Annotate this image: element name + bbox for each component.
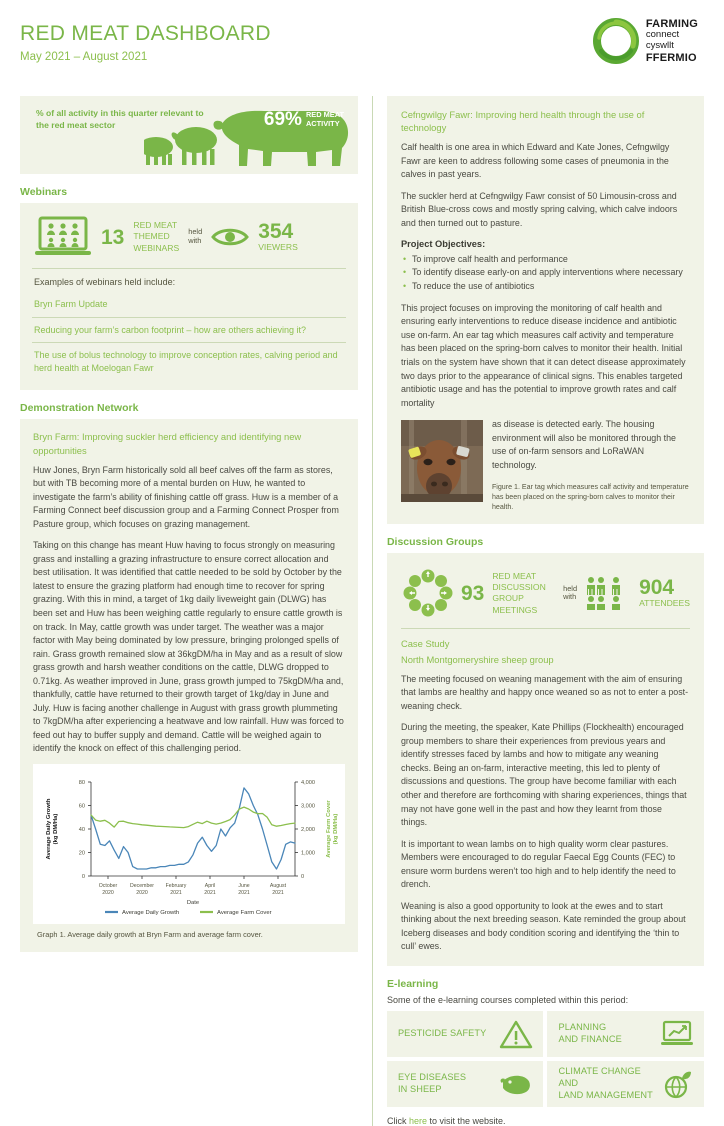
sheep-head-icon: [499, 1069, 533, 1099]
webinars-count: 13: [101, 225, 125, 249]
svg-text:2021: 2021: [170, 889, 182, 896]
demonstration-network-panel: [20, 419, 358, 951]
webinars-viewers-label: VIEWERS: [258, 241, 298, 252]
elearning-footer: [387, 1116, 704, 1126]
elearning-tile-planning-and-finance[interactable]: [547, 1011, 704, 1057]
logo-line-ffermio: FFERMIO: [645, 51, 697, 64]
case-study-title: North Montgomeryshire sheep group: [400, 653, 554, 665]
project-objectives-list: [401, 253, 690, 294]
svg-text:2021: 2021: [238, 889, 250, 896]
svg-text:40: 40: [78, 826, 85, 833]
meetings-held-with: [563, 585, 577, 603]
activity-percent-label-line1: RED MEAT: [305, 109, 344, 119]
elearning-tile-label-line2: IN SHEEP: [397, 1083, 442, 1094]
globe-leaf-icon: [660, 1069, 694, 1099]
case-study-paragraph: During the meeting, the speaker, Kate Phillips (Flockhealth) encouraged group members to share their experiences from previous years and identify stresses faced by lambs and how to mitigate any weaning checks. Being an on-farm, interactive meeting, this led to plenty of discussions and questions. The group have become familiar with each other and therefore are forthcoming with sharing experiences, things that may not have gone well in the past and how they learnt from those things.: [400, 722, 687, 828]
meetings-held-line1: held: [563, 583, 578, 593]
webinars-held-line2: with: [188, 236, 202, 245]
svg-text:2020: 2020: [102, 889, 114, 896]
svg-text:60: 60: [78, 803, 85, 810]
webinar-list-item[interactable]: The use of bolus technology to improve conception rates, calving period and herd health at Moelogan Fawr: [34, 350, 338, 373]
meetings-label-line1: RED MEAT: [492, 570, 537, 581]
logo-line-farming: FARMING: [645, 18, 698, 31]
calf-photo-wrapper: [401, 420, 483, 502]
meetings-label: [492, 571, 555, 616]
svg-text:2,000: 2,000: [301, 826, 315, 833]
farming-connect-logo: [593, 18, 704, 64]
cefngwilgy-body-wrap: as disease is detected early. The housing environment will also be monitored through the use of on-farm sensors and LoRaWAN technology.: [491, 419, 676, 470]
webinars-stat-row: [32, 213, 346, 268]
webinar-list-item[interactable]: Reducing your farm’s carbon footprint – how are others achieving it?: [34, 324, 306, 335]
chart-canvas: [37, 770, 349, 922]
figure-block: [401, 418, 690, 512]
discussion-groups-divider: [401, 628, 690, 629]
meetings-label-line2: DISCUSSION: [492, 582, 546, 593]
svg-text:October: October: [98, 882, 118, 889]
elearning-tile-label-line1: PLANNING: [558, 1022, 607, 1033]
calf-photo: [401, 420, 483, 502]
case-study-label: Case Study: [400, 638, 450, 650]
webinars-label-line1: RED MEAT: [133, 219, 178, 230]
cefngwilgy-body: This project focuses on improving the monitoring of calf health and ensuring early interventions to reduce disease incidence and antibiotic use on-farm. An ear tag which measures calf activity and temperature has been placed on the spring-born calves to monitor their health. Initial trials on the system have shown that it can detect disease approximately two days prior to the appearance of clinical signs. This enables targeted antibiotic usage and has the potential to improve growth rates and calf mortality: [400, 302, 686, 408]
date-range: May 2021 – August 2021: [20, 51, 148, 63]
meetings-count: 93: [460, 581, 485, 605]
attendees-count: 904: [639, 576, 675, 600]
figure-caption: Figure 1. Ear tag which measures calf activity and temperature has been placed on the spring-born calves to monitor their health.: [491, 483, 689, 512]
elearning-tile-label-line1: CLIMATE CHANGE AND: [558, 1066, 641, 1088]
svg-text:20: 20: [78, 850, 85, 857]
eye-viewers-icon: [211, 225, 249, 249]
bryn-farm-case-title: Bryn Farm: Improving suckler herd efficiency and identifying new opportunities: [33, 431, 302, 456]
meetings-held-line2: with: [563, 592, 577, 602]
meetings-label-line3: GROUP MEETINGS: [492, 593, 538, 615]
webinars-count-label: [133, 220, 179, 254]
laptop-chart-icon: [660, 1019, 694, 1049]
webinar-list-item[interactable]: Bryn Farm Update: [34, 299, 108, 309]
graph-caption: Graph 1. Average daily growth at Bryn Farm and average farm cover.: [37, 929, 263, 939]
elearning-tile-label-line2: AND FINANCE: [558, 1033, 622, 1044]
elearning-tile-pesticide-safety[interactable]: [387, 1011, 544, 1057]
recycle-flower-icon: [403, 569, 453, 617]
elearning-footer-pre: Click: [386, 1115, 409, 1126]
webinars-held-line1: held: [188, 227, 203, 237]
bryn-farm-paragraph: Huw Jones, Bryn Farm historically sold all beef calves off the farm as stores, but with TB becoming more of a mental burden on Huw, he wanted to investigate the farm’s ability of finishing cattle off grass. Huw is a member of a Farming Connect beef discussion group and a Farming Connect Prosper from Pasture group, which focuses on grazing management.: [33, 464, 339, 529]
title-block: [20, 18, 271, 63]
elearning-tile-label: PESTICIDE SAFETY: [397, 1027, 487, 1038]
discussion-groups-title: Discussion Groups: [386, 536, 484, 549]
svg-text:2021: 2021: [272, 889, 284, 896]
svg-text:Average Daily Growth(kg DM/Ha): Average Daily Growth(kg DM/Ha): [46, 798, 59, 860]
right-column: [387, 96, 704, 1126]
activity-banner-text: % of all activity in this quarter relevant to the red meat sector: [36, 108, 204, 131]
activity-percent-value: 69%: [263, 109, 302, 130]
bryn-farm-paragraph: Taking on this change has meant Huw having to focus strongly on measuring grass and installing a grazing infrastructure to ensure correct allocation and best utilisation. It was identified that cattle needed to be sold by October by the latest to ensure the grazing platform had enough time to recover for spring grazing. With this in mind, a target of 1kg daily liveweight gain (DLWG) has been set and Huw has been weighing cattle regularly to ensure cattle growth is on track. In May, cattle growth was under target. The weather was a major factor with May being dominated by low pressure, bringing prolonged spells of rain. Grass growth remained slow at 36kgDM/ha in May and as a result of slow grass growth and harsh weather conditions on the cattle, DLWG dropped to 0.71kg. As weather improved in June, grass growth jumped to 75kgDM/ha and, thankfully, cattle have returned to their growth target of 1kg/day in June and July. Huw is facing another challenge in August with grass growth plummeting to 7kgDM/ha after experiencing a heatwave and low rainfall. Huw was forced to feed out hay to buffer supply and demand. Cattle will be weighed again to identify the knock on effect of this challenging period.: [33, 540, 344, 754]
webinars-panel: [20, 203, 358, 390]
activity-percent-label: [306, 111, 344, 128]
logo-line-cyswllt: cyswllt: [645, 40, 674, 51]
attendees-label: ATTENDEES: [639, 598, 690, 609]
laptop-webinar-icon: [34, 216, 92, 258]
svg-text:3,000: 3,000: [301, 803, 315, 810]
elearning-section-title: E-learning: [386, 977, 439, 990]
page-title: RED MEAT DASHBOARD: [20, 22, 271, 45]
elearning-tile-label: [558, 1066, 660, 1101]
cefngwilgy-case-title: Cefngwilgy Fawr: Improving herd health through the use of technology: [400, 109, 645, 134]
case-study-paragraph: It is important to wean lambs on to high quality worm clear pastures. Members were encouraged to do regular Faecal Egg Counts (FEC) to ensure worm burdens weren’t too high and to help identify the need to drench.: [400, 838, 676, 890]
page-header: [20, 18, 704, 90]
webinars-label-line3: WEBINARS: [133, 242, 180, 253]
webinars-label-line2: THEMED: [133, 231, 170, 242]
cefngwilgy-paragraph: The suckler herd at Cefngwilgy Fawr consist of 50 Limousin-cross and British Blue-cross cows and mostly spring calving, which calve indoors and then turned out to pasture.: [400, 190, 678, 228]
webinars-held-with: [188, 228, 202, 246]
svg-text:0: 0: [301, 873, 305, 880]
elearning-grid: [387, 1011, 704, 1107]
activity-percentage-block: [264, 110, 344, 129]
svg-text:4,000: 4,000: [301, 779, 315, 786]
svg-text:2020: 2020: [136, 889, 148, 896]
cefngwilgy-paragraph: Calf health is one area in which Edward and Kate Jones, Cefngwilgy Fawr are keen to address following some cases of pneumonia in the calves in past years.: [400, 142, 670, 180]
project-objectives-title: Project Objectives:: [400, 238, 486, 249]
svg-text:June: June: [238, 882, 250, 889]
attendees-block: [639, 577, 690, 609]
people-attendees-icon: [585, 576, 631, 610]
webinars-viewers-count: 354: [258, 219, 294, 243]
objective-item: • To improve calf health and performance: [401, 253, 690, 267]
cefngwilgy-panel: [387, 96, 704, 524]
case-study-paragraph: The meeting focused on weaning management with the aim of ensuring that lambs are healthy and happy once weaned so as not to enter a post-weaning check.: [400, 673, 689, 711]
logo-swirl-icon: [593, 18, 639, 64]
svg-text:0: 0: [81, 873, 85, 880]
objective-item: • To reduce the use of antibiotics: [401, 280, 690, 294]
demonstration-network-title: Demonstration Network: [20, 402, 139, 415]
svg-text:Date: Date: [186, 899, 200, 906]
column-divider: [372, 96, 373, 1126]
elearning-tile-label-line2: LAND MANAGEMENT: [558, 1089, 653, 1100]
activity-percent-label-line2: ACTIVITY: [305, 118, 340, 128]
case-study-paragraph: Weaning is also a good opportunity to look at the ewes and to start thinking about the next breeding season. Kate reminded the group about Iceberg diseases and body condition scoring and identifying the ‘thin to cull’ ewes.: [400, 900, 686, 952]
logo-line-connect: connect: [645, 29, 680, 41]
logo-wordmark: [646, 18, 698, 64]
elearning-tile-climate-change[interactable]: [547, 1061, 704, 1107]
svg-text:April: April: [204, 882, 216, 889]
elearning-tile-eye-diseases-in-sheep[interactable]: [387, 1061, 544, 1107]
discussion-groups-panel: [387, 553, 704, 965]
svg-text:2021: 2021: [204, 889, 216, 896]
elearning-footer-post: to visit the website.: [426, 1115, 506, 1126]
svg-text:80: 80: [78, 779, 85, 786]
webinars-viewers-block: [258, 221, 298, 253]
svg-text:August: August: [269, 882, 287, 889]
elearning-intro: Some of the e-learning courses completed within this period:: [386, 994, 629, 1005]
webinars-section-title: Webinars: [20, 186, 68, 198]
svg-text:Average Farm Cover(kg DM/Ha): Average Farm Cover(kg DM/Ha): [326, 800, 339, 858]
elearning-tile-label: [558, 1022, 621, 1046]
growth-chart: [33, 764, 345, 924]
discussion-groups-stat-row: [401, 565, 690, 628]
activity-banner: [20, 96, 358, 174]
svg-text:1,000: 1,000: [301, 850, 315, 857]
elearning-tile-label-line1: EYE DISEASES: [397, 1072, 467, 1083]
website-link[interactable]: here: [408, 1115, 427, 1126]
meetings-count-block: [461, 583, 484, 604]
objective-item: • To identify disease early-on and apply interventions where necessary: [401, 266, 690, 280]
svg-text:December: December: [130, 882, 154, 889]
webinars-list-intro: Examples of webinars held include:: [34, 277, 176, 287]
warning-triangle-icon: [499, 1019, 533, 1049]
elearning-tile-label: [398, 1072, 466, 1096]
svg-text:Average Farm Cover: Average Farm Cover: [217, 909, 272, 916]
left-column: [20, 96, 358, 1126]
svg-text:Average Daily Growth: Average Daily Growth: [122, 909, 180, 916]
columns-container: [20, 96, 704, 1126]
svg-text:February: February: [165, 882, 187, 889]
